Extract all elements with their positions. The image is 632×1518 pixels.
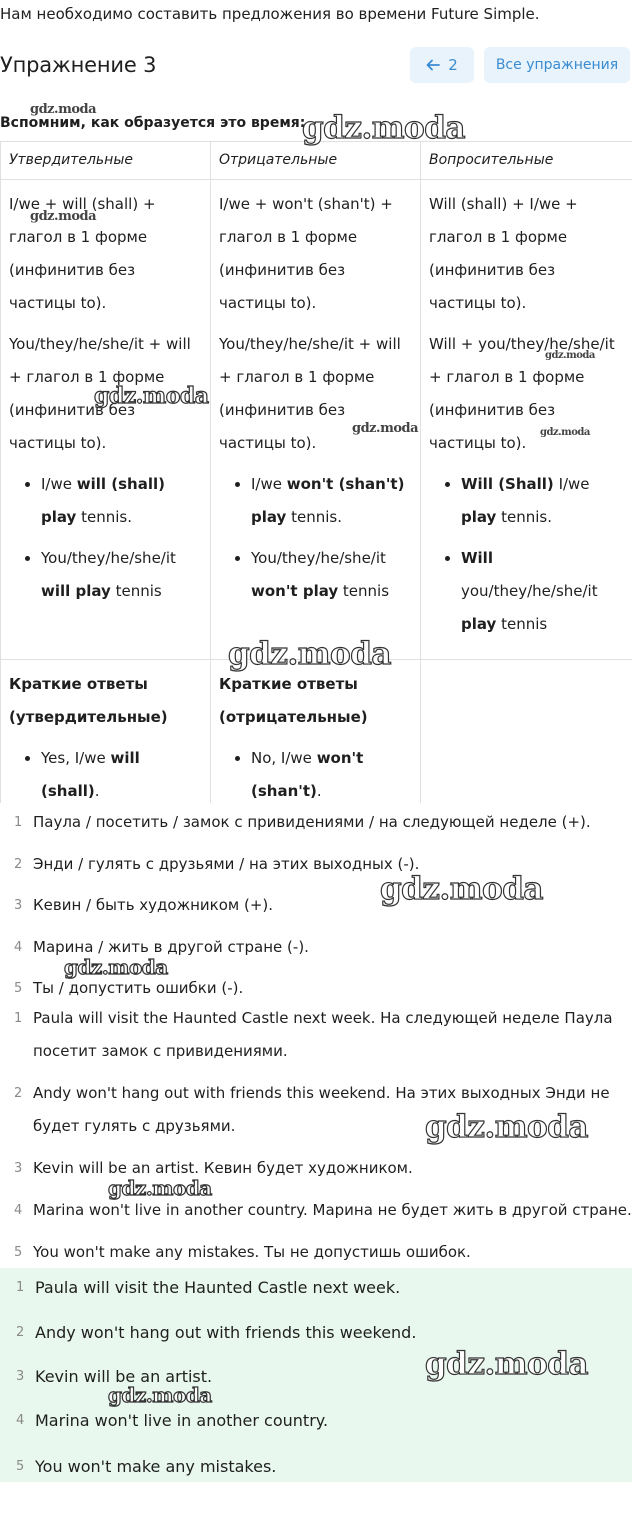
watermark: gdz.moda <box>540 427 590 438</box>
list-item: 5 You won't make any mistakes. Ты не допустишь ошибок. <box>14 1243 471 1261</box>
watermark: gdz.moda <box>94 383 209 409</box>
quest-rule-1: Will (shall) + I/we + глагол в 1 форме (инфинитив без частицы to). <box>429 195 578 312</box>
previous-exercise-button[interactable] <box>410 47 474 83</box>
cell-short-negative <box>211 660 421 804</box>
affirm-rule-1: I/we + will (shall) + глагол в 1 форме (инфинитив без частицы to). <box>9 195 156 312</box>
list-item: • I/we will (shall) play tennis. <box>41 468 202 534</box>
grammar-table <box>0 141 632 803</box>
list-item: • I/we won't (shan't) play tennis. <box>251 468 412 534</box>
list-item: • Will (Shall) I/we play tennis. <box>461 468 624 534</box>
list-item: 1 Paula will visit the Haunted Castle next week. На следующей неделе Паула посетит замок с привидениями. <box>14 1009 613 1060</box>
cell-negative <box>211 180 421 660</box>
list-item: 3 Кевин / быть художником (+). <box>14 896 274 914</box>
neg-rule-1: I/we + won't (shan't) + глагол в 1 форме (инфинитив без частицы to). <box>219 195 393 312</box>
list-item: 2 Энди / гулять с друзьями / на этих выходных (-). <box>14 854 420 873</box>
watermark: gdz.moda <box>228 636 391 672</box>
watermark: gdz.moda <box>545 350 595 361</box>
neg-rule-2: You/they/he/she/it + will + глагол в 1 форме (инфинитив без частицы to). <box>219 335 401 452</box>
intro-text: Нам необходимо составить предложения во времени Future Simple. <box>0 5 540 23</box>
watermark: gdz.moda <box>30 102 97 117</box>
cell-question <box>421 180 632 660</box>
section-subtitle: Вспомним, как образуется это время: <box>0 115 306 131</box>
watermark: gdz.moda <box>425 1109 588 1145</box>
short-negative-title: Краткие ответы (отрицательные) <box>219 675 368 726</box>
list-item: 1 Паула / посетить / замок с привидениями / на следующей неделе (+). <box>14 813 591 831</box>
watermark: gdz.moda <box>425 1346 588 1382</box>
list-item: 3 Kevin will be an artist. Кевин будет художником. <box>14 1159 413 1177</box>
grammar-table-container <box>0 141 632 803</box>
previous-exercise-label: 2 <box>448 56 458 74</box>
quest-rule-2: Will + you/they/he/she/it + глагол в 1 форме (инфинитив без частицы to). <box>429 335 615 452</box>
task-list <box>0 806 632 1014</box>
list-item: • Yes, I/we will (shall). <box>41 742 202 803</box>
list-item: 2 Andy won't hang out with friends this weekend. На этих выходных Энди не будет гулять с друзьями. <box>14 1084 610 1135</box>
list-item: 2 Andy won't hang out with friends this weekend. <box>16 1323 417 1342</box>
all-exercises-button[interactable]: Все упражнения <box>484 47 630 83</box>
list-item: • No, I/we won't (shan't). <box>251 742 412 803</box>
arrow-left-icon <box>426 59 440 71</box>
cell-affirmative <box>1 180 211 660</box>
watermark: gdz.moda <box>30 209 97 224</box>
watermark: gdz.moda <box>108 1176 212 1200</box>
watermark: gdz.moda <box>64 955 168 979</box>
watermark: gdz.moda <box>380 871 543 907</box>
list-item: 4 Marina won't live in another country. <box>16 1411 329 1430</box>
list-item: • You/they/he/she/it won't play tennis <box>251 542 412 608</box>
watermark: gdz.moda <box>352 421 419 436</box>
list-item: 5 Ты / допустить ошибки (-). <box>14 979 244 997</box>
header-affirmative: Утвердительные <box>1 142 211 180</box>
header-negative: Отрицательные <box>211 142 421 180</box>
list-item: • Will you/they/he/she/it play tennis <box>461 542 624 641</box>
watermark: gdz.moda <box>108 1383 212 1407</box>
list-item: • You/they/he/she/it will play tennis <box>41 542 202 608</box>
cell-empty <box>421 660 632 804</box>
watermark: gdz.moda <box>302 110 465 146</box>
short-positive-title: Краткие ответы (утвердительные) <box>9 675 168 726</box>
affirm-rule-2: You/they/he/she/it + will + глагол в 1 форме (инфинитив без частицы to). <box>9 335 191 452</box>
header-question: Вопросительные <box>421 142 632 180</box>
cell-short-positive <box>1 660 211 804</box>
list-item: 5 You won't make any mistakes. <box>16 1457 277 1476</box>
list-item: 4 Marina won't live in another country. Марина не будет жить в другой стране. <box>14 1201 632 1219</box>
list-item: 1 Paula will visit the Haunted Castle next week. <box>16 1278 401 1297</box>
exercise-title: Упражнение 3 <box>0 53 157 77</box>
list-item: 3 Kevin will be an artist. <box>16 1367 213 1386</box>
list-item: 4 Марина / жить в другой стране (-). <box>14 937 309 956</box>
